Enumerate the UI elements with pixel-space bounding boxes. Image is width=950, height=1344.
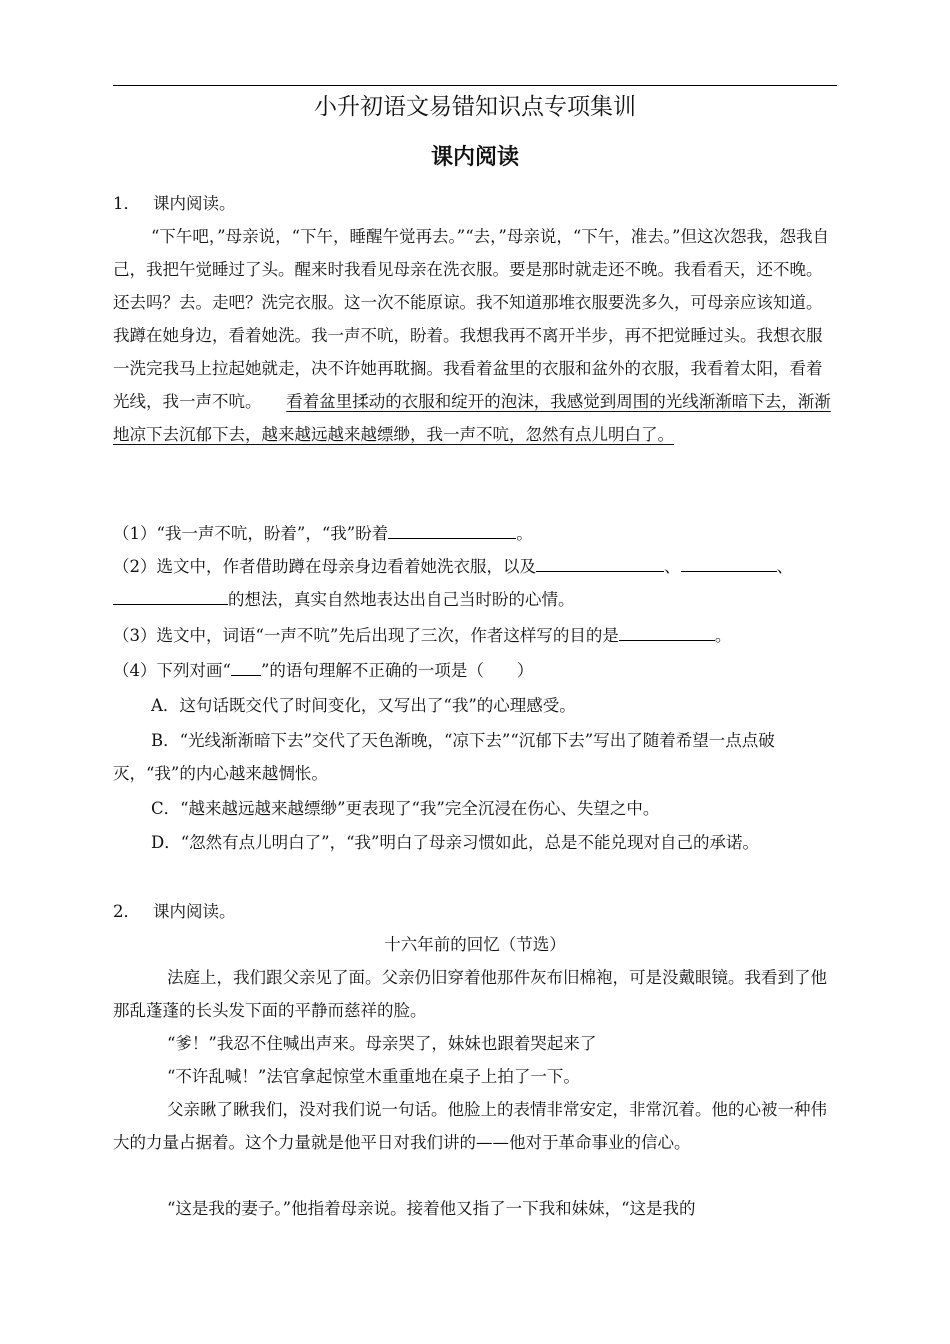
sub-question-end: 。 — [714, 626, 732, 645]
sub-question-text: 的想法，真实自然地表达出自己当时盼的心情。 — [228, 590, 575, 609]
question-label: 课内阅读。 — [153, 194, 236, 213]
underlined-sentence: 看着盆里揉动的衣服和绽开的泡沫，我感觉到周围的光线渐渐暗下去，渐渐地凉下去沉郁下去，越来越远越来越缥缈，我一声不吭，忽然有点儿明白了。 — [113, 392, 831, 444]
answer-blank[interactable] — [681, 553, 777, 572]
question-1-heading — [113, 187, 837, 220]
passage-paragraph: “爹！”我忍不住喊出声来。母亲哭了，妹妹也跟着哭起来了 — [167, 1034, 597, 1053]
passage-paragraph: 父亲瞅了瞅我们，没对我们说一句话。他脸上的表情非常安定，非常沉着。他的心被一种伟大的力量占据着。这个力量就是他平日对我们讲的——他对于革命事业的信心。 — [113, 1100, 827, 1152]
sub-question-end: 。 — [516, 524, 533, 543]
separator: 、 — [776, 557, 793, 576]
separator: 、 — [664, 557, 681, 576]
sub-question-text: （1）“我一声不吭，盼着”，“我”盼着 — [113, 524, 389, 543]
answer-blank[interactable] — [619, 622, 715, 641]
sub-question-4 — [113, 654, 837, 687]
question-2-heading — [113, 895, 837, 928]
sub-question-3 — [113, 619, 837, 652]
passage-title: 十六年前的回忆（节选） — [384, 935, 566, 954]
option-c[interactable]: C．“越来越远越来越缥缈”更表现了“我”完全沉浸在伤心、失望之中。 — [151, 799, 660, 818]
option-b[interactable]: B．“光线渐渐暗下去”交代了天色渐晚，“凉下去”“沉郁下去”写出了随着希望一点点破灭，“我”的内心越来越惆怅。 — [113, 731, 775, 783]
answer-blank[interactable] — [536, 553, 664, 572]
underline-marker — [231, 657, 261, 676]
question-number: 1． — [113, 194, 140, 213]
question-number: 2． — [113, 902, 140, 921]
passage-paragraph: “这是我的妻子。”他指着母亲说。接着他又指了一下我和妹妹，“这是我的 — [167, 1199, 696, 1218]
document-title: 小升初语文易错知识点专项集训 — [314, 94, 636, 120]
sub-question-text: （4）下列对画“ — [113, 661, 231, 680]
answer-blank[interactable] — [388, 520, 516, 539]
option-d[interactable]: D．“忽然有点儿明白了”，“我”明白了母亲习惯如此，总是不能兑现对自己的承诺。 — [151, 833, 759, 852]
option-a[interactable]: A．这句话既交代了时间变化，又写出了“我”的心理感受。 — [151, 696, 576, 715]
sub-question-2 — [113, 550, 837, 616]
passage-text: “下午吧，”母亲说，“下午，睡醒午觉再去。”“去，”母亲说，“下午，准去。”但这次怨我，怨我自己，我把午觉睡过了头。醒来时我看见母亲在洗衣服。要是那时就走还不晚。我看看天，还不晚。还去吗？去。走吧？洗完衣服。这一次不能原谅。我不知道那堆衣服要洗多久，可母亲应该知道。我蹲在她身边，看着她洗。我一声不吭，盼着。我想我再不离开半步，再不把觉睡过头。我想衣服一洗完我马上拉起她就走，决不许她再耽搁。我看着盆里的衣服和盆外的衣服，我看着太阳，看着光线，我一声不吭。 — [113, 227, 829, 411]
question-label: 课内阅读。 — [153, 902, 236, 921]
passage-paragraph: “不许乱喊！”法官拿起惊堂木重重地在桌子上拍了一下。 — [167, 1067, 580, 1086]
header-rule — [113, 85, 837, 86]
sub-question-text: ”的语句理解不正确的一项是（ ） — [260, 661, 534, 680]
passage-paragraph: 法庭上，我们跟父亲见了面。父亲仍旧穿着他那件灰布旧棉袍，可是没戴眼镜。我看到了他那乱蓬蓬的长头发下面的平静而慈祥的脸。 — [113, 968, 827, 1020]
sub-question-text: （3）选文中，词语“一声不吭”先后出现了三次，作者这样写的目的是 — [113, 626, 619, 645]
sub-question-text: （2）选文中，作者借助蹲在母亲身边看着她洗衣服，以及 — [113, 557, 536, 576]
question-1-passage — [113, 220, 837, 451]
section-title: 课内阅读 — [430, 145, 519, 170]
answer-blank[interactable] — [113, 586, 228, 605]
sub-question-1 — [113, 517, 837, 550]
